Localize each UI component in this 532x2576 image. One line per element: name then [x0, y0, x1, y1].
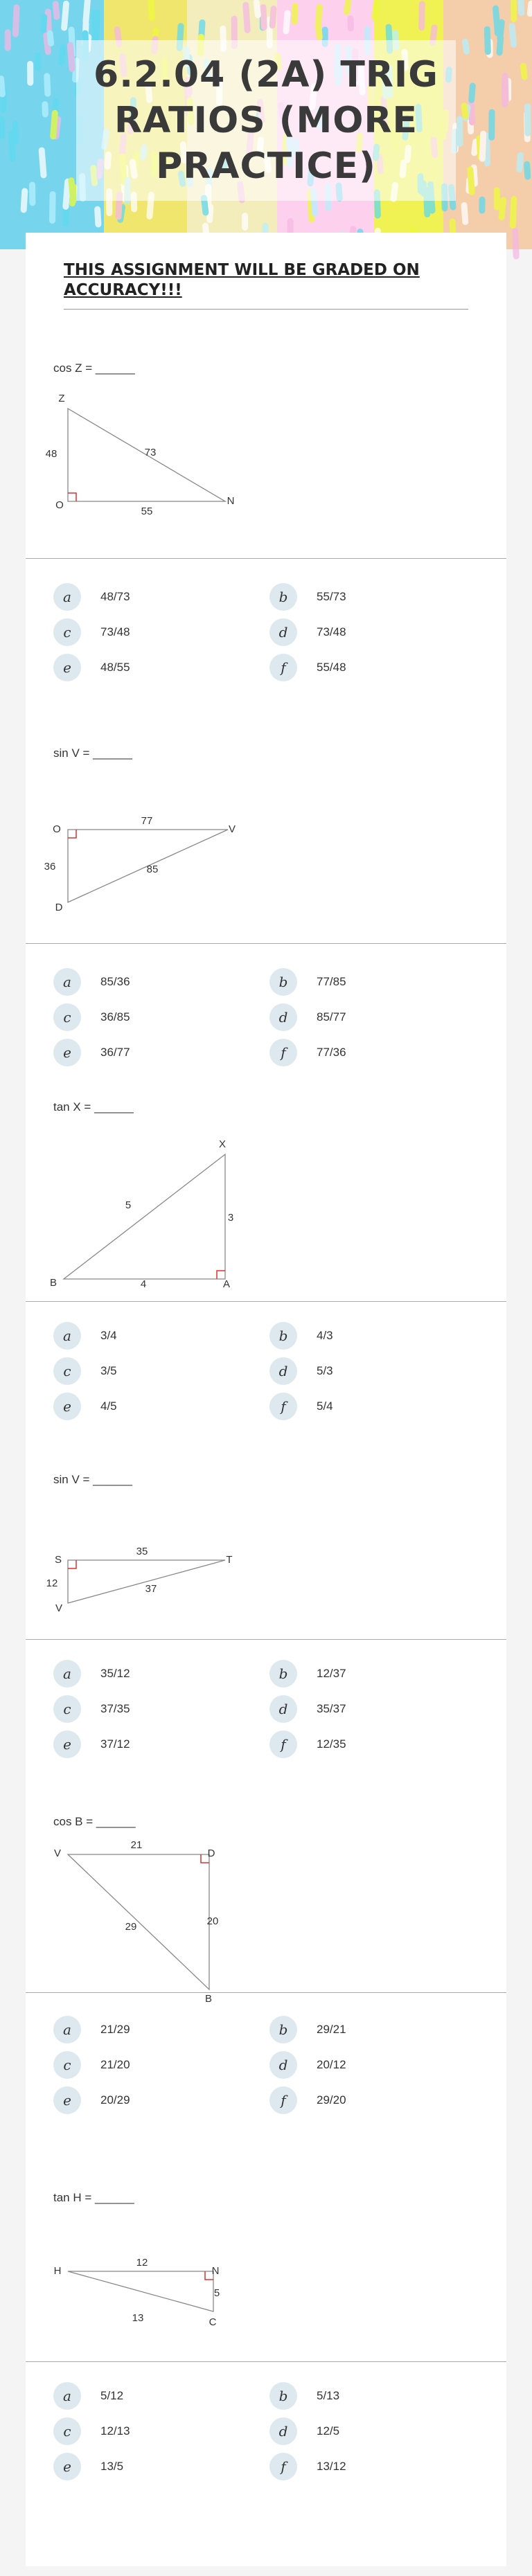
- question-block: [26, 1815, 506, 2120]
- side-length-label: 37: [145, 1583, 157, 1595]
- answer-choice-c[interactable]: [53, 1003, 261, 1031]
- side-length-label: 29: [125, 1921, 137, 1933]
- question-divider: [26, 558, 506, 559]
- vertex-label: Z: [58, 393, 65, 404]
- choice-text: 12/35: [317, 1737, 346, 1751]
- choice-text: 29/21: [317, 2023, 346, 2036]
- choice-text: 36/77: [100, 1046, 130, 1059]
- question-divider: [26, 1992, 506, 1993]
- answer-choice-d[interactable]: [269, 2417, 477, 2445]
- answer-choice-f[interactable]: [269, 1039, 477, 1066]
- answer-choice-d[interactable]: [269, 1357, 477, 1385]
- choice-text: 85/36: [100, 975, 130, 988]
- side-length-label: 21: [130, 1839, 143, 1851]
- side-length-label: 35: [136, 1546, 148, 1557]
- choice-letter-badge: f: [269, 1730, 297, 1758]
- choice-letter-badge: e: [53, 2086, 81, 2114]
- side-length-label: 73: [144, 447, 157, 458]
- choice-text: 5/3: [317, 1364, 333, 1377]
- question-prompt: sin V = ______: [53, 1473, 132, 1486]
- question-prompt: cos B = ______: [53, 1815, 136, 1828]
- choice-text: 4/3: [317, 1329, 333, 1342]
- vertex-label: B: [49, 1277, 57, 1289]
- side-length-label: 77: [141, 815, 153, 827]
- triangle-shape: [68, 1854, 209, 1989]
- choice-letter-badge: c: [53, 2051, 81, 2079]
- choice-letter-badge: a: [53, 1322, 81, 1350]
- choice-letter-badge: e: [53, 2453, 81, 2480]
- choice-text: 73/48: [100, 625, 130, 638]
- choice-letter-badge: e: [53, 1039, 81, 1066]
- right-angle-marker: [68, 830, 76, 838]
- side-length-label: 85: [146, 864, 159, 875]
- choice-letter-badge: c: [53, 1003, 81, 1031]
- answer-choice-d[interactable]: [269, 2051, 477, 2079]
- choice-letter-badge: d: [269, 2417, 297, 2445]
- answer-choice-c[interactable]: [53, 1695, 261, 1723]
- side-length-label: 4: [140, 1278, 147, 1290]
- choice-text: 48/73: [100, 590, 130, 603]
- choice-letter-badge: d: [269, 1357, 297, 1385]
- side-length-label: 13: [132, 2312, 144, 2324]
- choice-letter-badge: e: [53, 1393, 81, 1420]
- choice-letter-badge: f: [269, 2086, 297, 2114]
- choice-letter-badge: f: [269, 1039, 297, 1066]
- answer-choice-b[interactable]: [269, 968, 477, 996]
- answer-choice-d[interactable]: [269, 1003, 477, 1031]
- answer-choice-a[interactable]: [53, 968, 261, 996]
- vertex-label: V: [55, 1602, 63, 1614]
- vertex-label: B: [204, 1993, 213, 2005]
- triangle-figure: [26, 1128, 234, 1290]
- choice-text: 5/12: [100, 2389, 124, 2402]
- choice-text: 48/55: [100, 661, 130, 674]
- question-divider: [26, 1639, 506, 1640]
- side-length-label: 55: [141, 506, 153, 517]
- answer-choice-a[interactable]: [53, 583, 261, 611]
- side-length-label: 5: [213, 2287, 220, 2299]
- answer-choice-a[interactable]: [53, 2016, 261, 2043]
- choice-text: 3/5: [100, 1364, 117, 1377]
- choice-letter-badge: f: [269, 654, 297, 681]
- choice-letter-badge: d: [269, 1003, 297, 1031]
- answer-choice-f[interactable]: [269, 654, 477, 681]
- grading-notice: THIS ASSIGNMENT WILL BE GRADED ON ACCURACY!!!: [64, 261, 420, 299]
- choice-text: 12/37: [317, 1667, 346, 1680]
- right-angle-marker: [68, 1560, 76, 1568]
- choice-text: 55/73: [317, 590, 346, 603]
- question-prompt: cos Z = ______: [53, 361, 135, 375]
- side-length-label: 12: [136, 2257, 148, 2269]
- choice-text: 5/13: [317, 2389, 340, 2402]
- answer-choice-b[interactable]: [269, 1660, 477, 1688]
- vertex-label: X: [218, 1138, 227, 1150]
- answer-choice-f[interactable]: [269, 1730, 477, 1758]
- answer-choice-c[interactable]: [53, 2051, 261, 2079]
- choice-text: 13/12: [317, 2460, 346, 2473]
- choice-text: 20/29: [100, 2093, 130, 2107]
- answer-choice-f[interactable]: [269, 1393, 477, 1420]
- choice-text: 21/29: [100, 2023, 130, 2036]
- choice-text: 12/5: [317, 2424, 340, 2438]
- side-length-label: 48: [45, 448, 57, 460]
- triangle-figure: [26, 389, 233, 521]
- vertex-label: V: [228, 823, 236, 835]
- answer-choice-b[interactable]: [269, 583, 477, 611]
- choice-letter-badge: f: [269, 1393, 297, 1420]
- choice-text: 37/12: [100, 1737, 130, 1751]
- choice-text: 21/20: [100, 2058, 130, 2071]
- answer-choice-d[interactable]: [269, 1695, 477, 1723]
- question-prompt: tan H = ______: [53, 2191, 134, 2204]
- choice-letter-badge: b: [269, 2382, 297, 2410]
- question-block: [26, 2191, 506, 2486]
- question-prompt: tan X = ______: [53, 1100, 134, 1113]
- vertex-label: O: [53, 823, 61, 835]
- answer-choice-b[interactable]: [269, 1322, 477, 1350]
- choice-letter-badge: d: [269, 618, 297, 646]
- vertex-label: T: [226, 1554, 233, 1566]
- choice-text: 77/36: [317, 1046, 346, 1059]
- choice-letter-badge: a: [53, 1660, 81, 1688]
- answer-choice-b[interactable]: [269, 2016, 477, 2043]
- answer-choice-f[interactable]: [269, 2453, 477, 2480]
- choice-letter-badge: b: [269, 1322, 297, 1350]
- triangle-shape: [68, 2271, 213, 2311]
- vertex-label: C: [209, 2316, 217, 2328]
- answer-choice-c[interactable]: [53, 2417, 261, 2445]
- vertex-label: D: [55, 902, 63, 913]
- choice-text: 3/4: [100, 1329, 117, 1342]
- triangle-figure: [26, 2239, 233, 2336]
- question-divider: [26, 1301, 506, 1302]
- answer-choice-e[interactable]: [53, 1730, 261, 1758]
- choice-letter-badge: b: [269, 583, 297, 611]
- answer-choice-e[interactable]: [53, 1393, 261, 1420]
- triangle-shape: [68, 1560, 225, 1603]
- choice-letter-badge: b: [269, 2016, 297, 2043]
- question-divider: [26, 943, 506, 944]
- choice-letter-badge: c: [53, 1357, 81, 1385]
- vertex-label: V: [53, 1848, 62, 1859]
- question-prompt: sin V = ______: [53, 746, 132, 760]
- question-block: [26, 746, 506, 1072]
- choice-text: 29/20: [317, 2093, 346, 2107]
- choice-text: 5/4: [317, 1399, 333, 1413]
- worksheet: [26, 233, 506, 2566]
- choice-letter-badge: a: [53, 2016, 81, 2043]
- choice-text: 12/13: [100, 2424, 130, 2438]
- answer-choice-e[interactable]: [53, 654, 261, 681]
- question-block: [26, 1473, 506, 1764]
- right-angle-marker: [68, 493, 76, 501]
- answer-choice-d[interactable]: [269, 618, 477, 646]
- choice-letter-badge: c: [53, 618, 81, 646]
- question-block: [26, 361, 506, 687]
- vertex-label: N: [227, 495, 235, 507]
- answer-choice-c[interactable]: [53, 618, 261, 646]
- choice-letter-badge: d: [269, 2051, 297, 2079]
- vertex-label: N: [211, 2265, 220, 2277]
- page-title: 6.2.04 (2A) TRIG RATIOS (MORE PRACTICE): [94, 54, 438, 187]
- choice-letter-badge: f: [269, 2453, 297, 2480]
- question-block: [26, 1100, 506, 1426]
- choice-text: 4/5: [100, 1399, 117, 1413]
- triangle-figure: [26, 795, 236, 913]
- answer-choice-e[interactable]: [53, 1039, 261, 1066]
- choice-letter-badge: c: [53, 1695, 81, 1723]
- choice-letter-badge: e: [53, 654, 81, 681]
- notice-divider: [64, 309, 468, 310]
- choice-letter-badge: c: [53, 2417, 81, 2445]
- choice-text: 36/85: [100, 1010, 130, 1023]
- answer-choice-e[interactable]: [53, 2086, 261, 2114]
- choice-text: 13/5: [100, 2460, 124, 2473]
- choice-letter-badge: e: [53, 1730, 81, 1758]
- choice-letter-badge: a: [53, 968, 81, 996]
- side-length-label: 5: [125, 1199, 132, 1211]
- choice-text: 85/77: [317, 1010, 346, 1023]
- triangle-figure: [26, 1836, 233, 2005]
- vertex-label: D: [207, 1848, 215, 1859]
- answer-choice-f[interactable]: [269, 2086, 477, 2114]
- answer-choice-b[interactable]: [269, 2382, 477, 2410]
- triangle-shape: [64, 1154, 225, 1279]
- choice-text: 73/48: [317, 625, 346, 638]
- vertex-label: S: [54, 1554, 62, 1566]
- title-box: [76, 40, 456, 201]
- header-banner: [0, 0, 532, 249]
- question-divider: [26, 2361, 506, 2362]
- answer-choice-a[interactable]: [53, 1322, 261, 1350]
- choice-text: 35/37: [317, 1702, 346, 1715]
- choice-letter-badge: a: [53, 2382, 81, 2410]
- vertex-label: H: [53, 2265, 62, 2277]
- choice-text: 20/12: [317, 2058, 346, 2071]
- side-length-label: 3: [227, 1212, 234, 1224]
- side-length-label: 20: [206, 1915, 219, 1927]
- vertex-label: A: [222, 1278, 231, 1290]
- choice-letter-badge: d: [269, 1695, 297, 1723]
- triangle-figure: [26, 1535, 233, 1614]
- vertex-label: O: [55, 499, 64, 511]
- choice-text: 37/35: [100, 1702, 130, 1715]
- side-length-label: 12: [46, 1577, 58, 1589]
- choice-letter-badge: b: [269, 1660, 297, 1688]
- side-length-label: 36: [44, 861, 56, 873]
- answer-choice-a[interactable]: [53, 2382, 261, 2410]
- answer-choice-a[interactable]: [53, 1660, 261, 1688]
- answer-choice-e[interactable]: [53, 2453, 261, 2480]
- choice-letter-badge: b: [269, 968, 297, 996]
- answer-choice-c[interactable]: [53, 1357, 261, 1385]
- choice-letter-badge: a: [53, 583, 81, 611]
- choice-text: 35/12: [100, 1667, 130, 1680]
- choice-text: 77/85: [317, 975, 346, 988]
- choice-text: 55/48: [317, 661, 346, 674]
